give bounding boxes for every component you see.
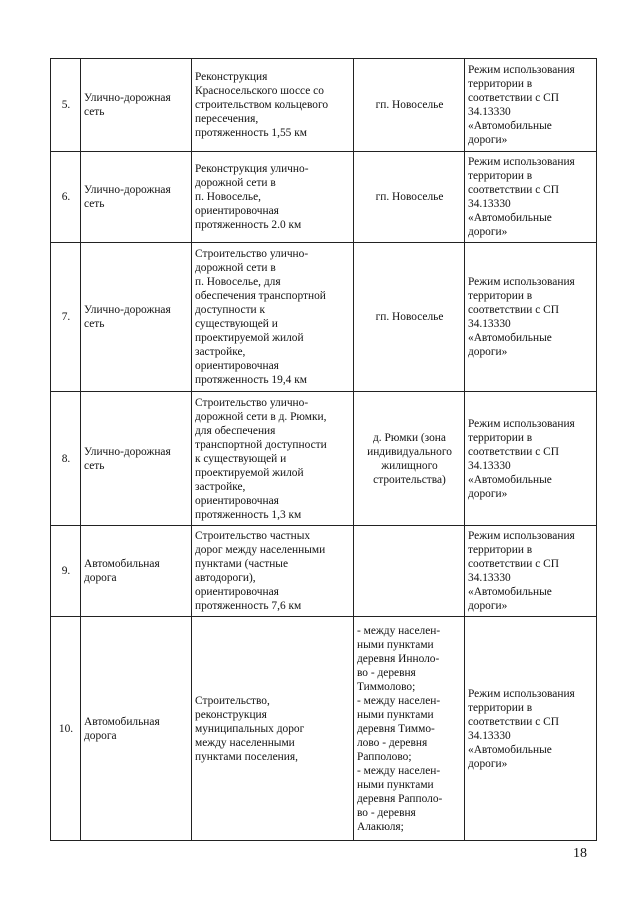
object-name: Улично-дорожная сеть: [81, 392, 192, 526]
object-description: Реконструкция улично- дорожной сети в п. Новоселье, ориентировочная протяженность 2.0 км: [192, 152, 354, 243]
object-name: Улично-дорожная сеть: [81, 59, 192, 152]
table-row: [51, 526, 597, 617]
row-number: 9.: [51, 526, 81, 617]
row-number: 6.: [51, 152, 81, 243]
object-description: Строительство улично- дорожной сети в п. Новоселье, для обеспечения транспортной доступности к существующей и проектируемой жилой застройке, ориентировочная протяженность 19,4 км: [192, 243, 354, 392]
objects-table: [50, 58, 597, 841]
object-name: Улично-дорожная сеть: [81, 152, 192, 243]
object-description: Строительство частных дорог между населенными пунктами (частные автодороги), ориентировочная протяженность 7,6 км: [192, 526, 354, 617]
table-row: [51, 152, 597, 243]
usage-regime: Режим использования территории в соответствии с СП 34.13330 «Автомобильные дороги»: [465, 152, 597, 243]
object-location: гп. Новоселье: [354, 243, 465, 392]
object-location: - между населен- ными пунктами деревня Инноло- во - деревня Тиммолово; - между населен- ными пунктами деревня Тиммо- лово - деревня Рапполово; - между населен- ными пунктами деревня Рапполо- во - деревня Алакюля;: [354, 617, 465, 841]
usage-regime: Режим использования территории в соответствии с СП 34.13330 «Автомобильные дороги»: [465, 617, 597, 841]
object-name: Автомобильная дорога: [81, 526, 192, 617]
object-location: гп. Новоселье: [354, 152, 465, 243]
usage-regime: Режим использования территории в соответствии с СП 34.13330 «Автомобильные дороги»: [465, 243, 597, 392]
object-name: Автомобильная дорога: [81, 617, 192, 841]
row-number: 7.: [51, 243, 81, 392]
object-description: Реконструкция Красносельского шоссе со строительством кольцевого пересечения, протяженность 1,55 км: [192, 59, 354, 152]
table-row: [51, 243, 597, 392]
object-description: Строительство, реконструкция муниципальных дорог между населенными пунктами поселения,: [192, 617, 354, 841]
page-number: 18: [573, 846, 587, 861]
object-location: д. Рюмки (зона индивидуального жилищного строительства): [354, 392, 465, 526]
object-name: Улично-дорожная сеть: [81, 243, 192, 392]
usage-regime: Режим использования территории в соответствии с СП 34.13330 «Автомобильные дороги»: [465, 526, 597, 617]
object-description: Строительство улично- дорожной сети в д. Рюмки, для обеспечения транспортной доступности к существующей и проектируемой жилой застройке, ориентировочная протяженность 1,3 км: [192, 392, 354, 526]
object-location: гп. Новоселье: [354, 59, 465, 152]
usage-regime: Режим использования территории в соответствии с СП 34.13330 «Автомобильные дороги»: [465, 59, 597, 152]
row-number: 10.: [51, 617, 81, 841]
table-row: [51, 617, 597, 841]
usage-regime: Режим использования территории в соответствии с СП 34.13330 «Автомобильные дороги»: [465, 392, 597, 526]
object-location: [354, 526, 465, 617]
table-row: [51, 59, 597, 152]
row-number: 5.: [51, 59, 81, 152]
table-row: [51, 392, 597, 526]
row-number: 8.: [51, 392, 81, 526]
